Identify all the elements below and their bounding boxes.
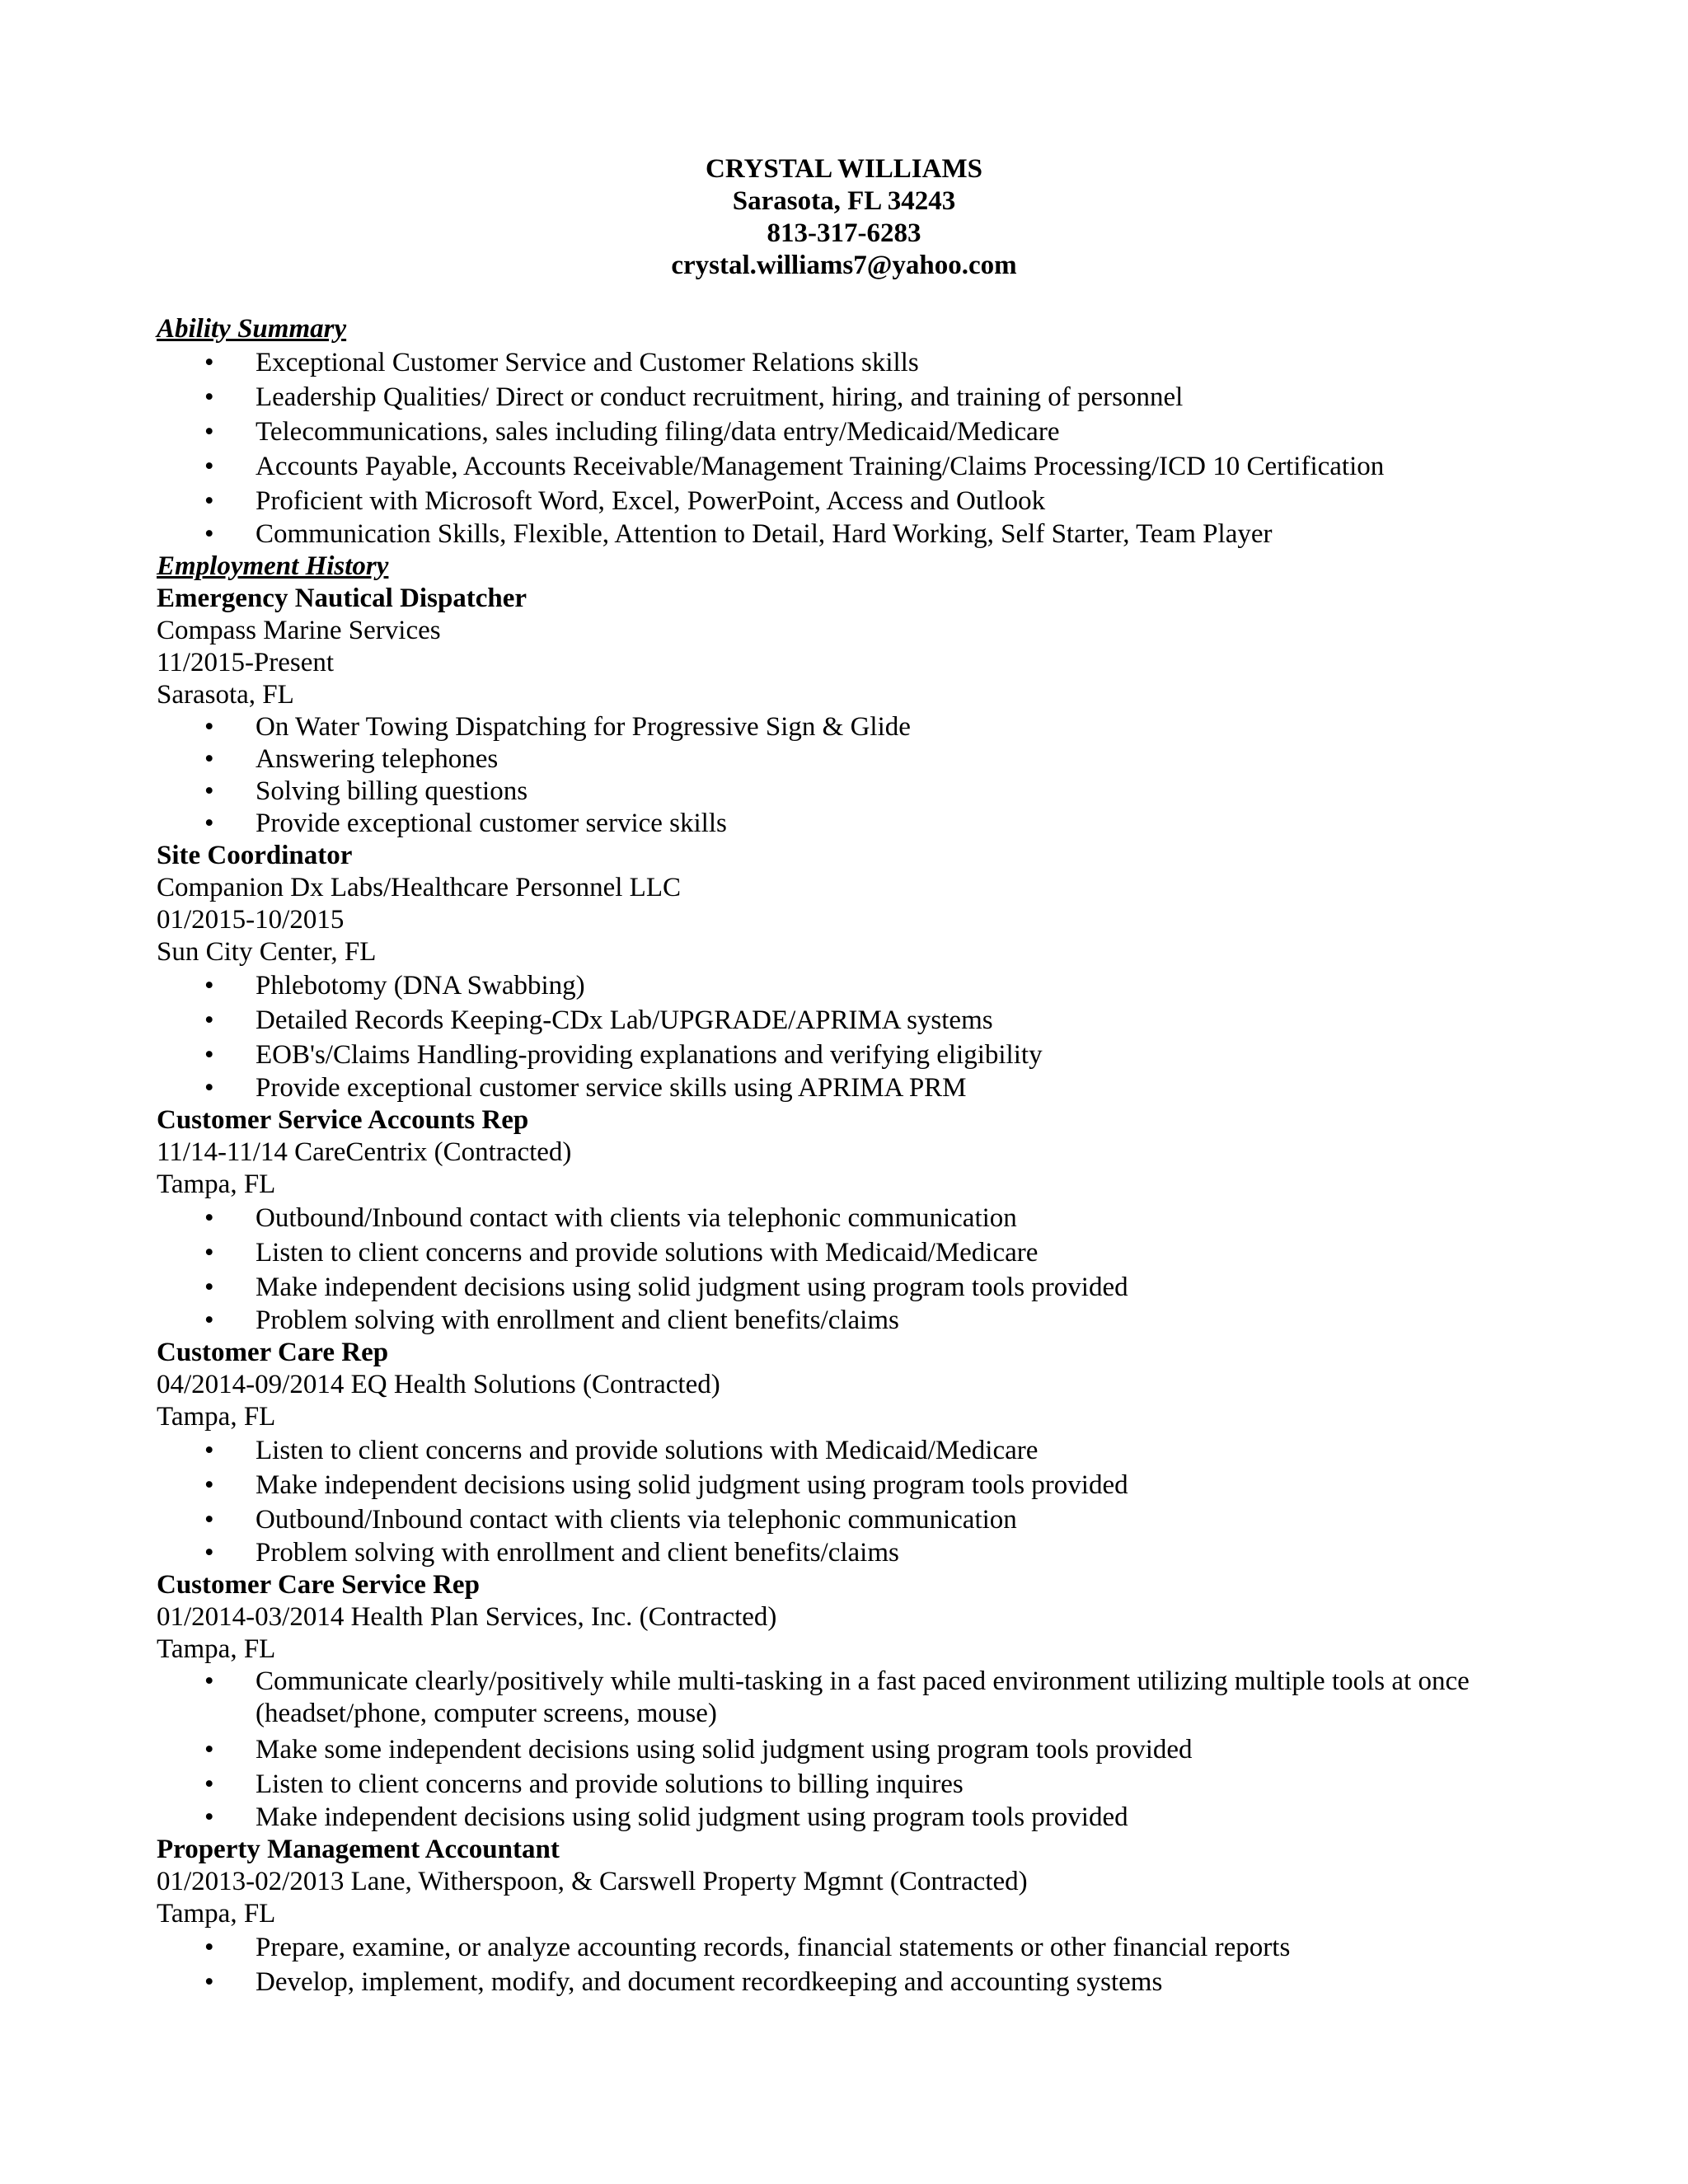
job-duties [157, 711, 1574, 840]
list-item: • On Water Towing Dispatching for Progressive Sign & Glide [157, 711, 1574, 743]
job-entry [157, 1569, 1574, 1834]
job-location: Tampa, FL [157, 1634, 276, 1664]
job-duties [157, 1666, 1574, 1834]
job-entry [157, 840, 1574, 1104]
list-item: • Solving billing questions [157, 776, 1574, 808]
job-dates: 11/2015-Present [157, 648, 335, 677]
list-item: • Provide exceptional customer service skills using APRIMA PRM [157, 1072, 1574, 1104]
list-item: • Detailed Records Keeping-CDx Lab/UPGRADE/APRIMA systems [157, 1003, 1574, 1038]
job-duties [157, 1433, 1574, 1569]
list-item: • Listen to client concerns and provide solutions with Medicaid/Medicare [157, 1433, 1574, 1468]
job-location: Sarasota, FL [157, 680, 294, 710]
list-item: • Make some independent decisions using solid judgment using program tools provided [157, 1732, 1574, 1767]
job-location: Tampa, FL [157, 1899, 276, 1929]
candidate-email: crystal.williams7@yahoo.com [671, 251, 1017, 280]
job-employer: Companion Dx Labs/Healthcare Personnel LLC [157, 873, 682, 902]
job-title: Customer Care Rep [157, 1338, 389, 1367]
list-item: • Telecommunications, sales including filing/data entry/Medicaid/Medicare [157, 415, 1574, 449]
list-item: • Prepare, examine, or analyze accounting records, financial statements or other financial reports [157, 1930, 1574, 1965]
list-item: • Problem solving with enrollment and client benefits/claims [157, 1305, 1574, 1337]
job-location: Sun City Center, FL [157, 937, 377, 967]
list-item: • Make independent decisions using solid judgment using program tools provided [157, 1468, 1574, 1502]
job-title: Customer Care Service Rep [157, 1570, 480, 1600]
job-duties [157, 1201, 1574, 1337]
job-duties [157, 1930, 1574, 1999]
job-employer-dates: 04/2014-09/2014 EQ Health Solutions (Contracted) [157, 1370, 720, 1399]
job-entry [157, 1834, 1574, 1999]
candidate-phone: 813-317-6283 [767, 218, 921, 248]
candidate-name: CRYSTAL WILLIAMS [706, 154, 982, 184]
list-item: • Accounts Payable, Accounts Receivable/Management Training/Claims Processing/ICD 10 Certification [157, 449, 1574, 484]
job-entry [157, 1104, 1574, 1337]
list-item: • EOB's/Claims Handling-providing explanations and verifying eligibility [157, 1038, 1574, 1072]
list-item: • Communicate clearly/positively while multi-tasking in a fast paced environment utilizing multiple tools at once (headset/phone, computer screens, mouse) [157, 1666, 1591, 1730]
list-item: • Outbound/Inbound contact with clients via telephonic communication [157, 1502, 1574, 1537]
resume-body [157, 313, 1574, 1999]
list-item: • Exceptional Customer Service and Customer Relations skills [157, 345, 1574, 380]
job-location: Tampa, FL [157, 1169, 276, 1199]
list-item: • Provide exceptional customer service skills [157, 808, 1574, 840]
list-item: • Listen to client concerns and provide solutions with Medicaid/Medicare [157, 1235, 1574, 1270]
list-item: • Outbound/Inbound contact with clients via telephonic communication [157, 1201, 1574, 1235]
employment-history-section [157, 551, 1574, 1999]
ability-summary-list [157, 345, 1574, 551]
ability-summary-heading: Ability Summary [157, 314, 347, 344]
job-title: Site Coordinator [157, 841, 353, 870]
list-item: • Make independent decisions using solid judgment using program tools provided [157, 1270, 1574, 1305]
list-item: • Answering telephones [157, 743, 1574, 776]
job-employer: Compass Marine Services [157, 616, 441, 645]
job-location: Tampa, FL [157, 1402, 276, 1432]
job-employer-dates: 01/2013-02/2013 Lane, Witherspoon, & Carswell Property Mgmnt (Contracted) [157, 1867, 1028, 1896]
job-duties [157, 968, 1574, 1104]
list-item: • Leadership Qualities/ Direct or conduct recruitment, hiring, and training of personnel [157, 380, 1574, 415]
job-title: Property Management Accountant [157, 1835, 560, 1864]
job-employer-dates: 01/2014-03/2014 Health Plan Services, Inc. (Contracted) [157, 1602, 777, 1632]
list-item: • Communication Skills, Flexible, Attention to Detail, Hard Working, Self Starter, Team Player [157, 518, 1574, 551]
ability-summary-section [157, 313, 1574, 551]
job-entry [157, 1337, 1574, 1569]
job-title: Emergency Nautical Dispatcher [157, 583, 528, 613]
job-entry [157, 583, 1574, 840]
resume-header [0, 153, 1688, 282]
candidate-location: Sarasota, FL 34243 [732, 186, 956, 216]
job-employer-dates: 11/14-11/14 CareCentrix (Contracted) [157, 1137, 572, 1167]
employment-history-heading: Employment History [157, 551, 389, 581]
list-item: • Make independent decisions using solid judgment using program tools provided [157, 1802, 1574, 1834]
list-item: • Phlebotomy (DNA Swabbing) [157, 968, 1574, 1003]
list-item: • Develop, implement, modify, and document recordkeeping and accounting systems [157, 1965, 1574, 1999]
job-dates: 01/2015-10/2015 [157, 905, 345, 935]
job-title: Customer Service Accounts Rep [157, 1105, 529, 1135]
list-item: • Proficient with Microsoft Word, Excel, PowerPoint, Access and Outlook [157, 484, 1574, 518]
list-item: • Listen to client concerns and provide solutions to billing inquires [157, 1767, 1574, 1802]
list-item: • Problem solving with enrollment and client benefits/claims [157, 1537, 1574, 1569]
